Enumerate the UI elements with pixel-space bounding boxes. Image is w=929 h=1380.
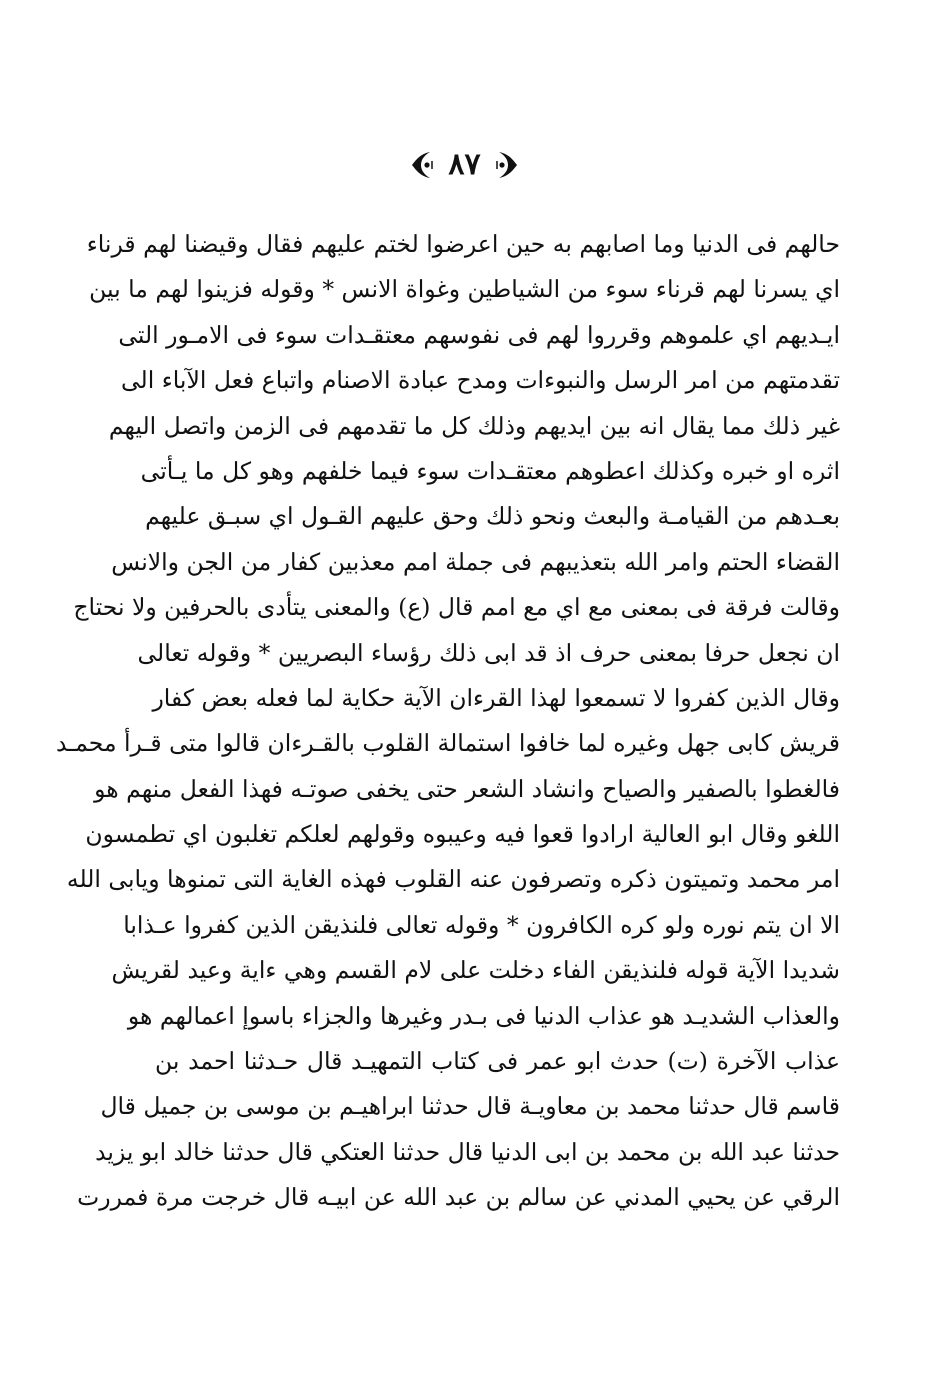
text-line: شديدا الآية قوله فلنذيقن الفاء دخلت على لام القسم وهي ءاية وعيد لقريش [111,956,840,985]
text-line: ايـديهم اي علموهم وقرروا لهم فى نفوسهم معتقـدات سوء فى الامـور التى [118,320,840,349]
text-line: قريش كابى جهل وغيره لما خافوا استمالة القلوب بالقـرءان قالوا متى قـرأ محمـد [55,729,840,758]
page-header [0,140,929,190]
text-line: حالهم فى الدنيا وما اصابهم به حين اعرضوا لختم عليهم فقال وقيضنا لهم قرناء [86,230,840,258]
text-line: ان نجعل حرفا بمعنى حرف اذ قد ابى ذلك رؤساء البصريين * وقوله تعالى [137,638,840,667]
page-number: ٨٧ [448,147,481,182]
text-line: امر محمد وتميتون ذكره وتصرفون عنه القلوب فهذه الغاية التى تمنوها ويابى الله [66,865,840,894]
text-line: الرقي عن يحيي المدني عن سالم بن عبد الله عن ابيـه قال خرجت مرة فمررت [77,1183,840,1212]
text-line: والعذاب الشديـد هو عذاب الدنيا فى بـدر وغيرها والجزاء باسوإ اعمالهم هو [127,1001,840,1030]
text-line: غير ذلك مما يقال انه بين ايديهم وذلك كل ما تقدمهم فى الزمن واتصل اليهم [108,411,840,440]
body-text [55,222,840,1221]
text-line: اثره او خبره وكذلك اعطوهم معتقـدات سوء فيما خلفهم وهو كل ما يـأتى [140,456,840,485]
ornamental-bracket-right-icon [495,148,523,182]
text-line: الا ان يتم نوره ولو كره الكافرون * وقوله تعالى فلنذيقن الذين كفروا عـذابا [123,910,840,939]
text-line: بعـدهم من القيامـة والبعث ونحو ذلك وحق عليهم القـول اي سبـق عليهم [145,502,840,531]
text-line: حدثنا عبد الله بن محمد بن ابى الدنيا قال حدثنا العتكي قال حدثنا خالد ابو يزيد [95,1137,840,1166]
text-line: وقالت فرقة فى بمعنى مع اي مع امم قال (ع) والمعنى يتأدى بالحرفين ولا نحتاج [73,593,840,622]
text-line: تقدمتهم من امر الرسل والنبوءات ومدح عبادة الاصنام واتباع فعل الآباء الى [120,366,840,395]
text-line: وقال الذين كفروا لا تسمعوا لهذا القرءان الآية حكاية لما فعله بعض كفار [152,683,840,712]
text-line: فالغطوا بالصفير والصياح وانشاد الشعر حتى يخفى صوتـه فهذا الفعل منهم هو [94,774,840,803]
text-line: عذاب الآخرة (ت) حدث ابو عمر فى كتاب التمهيـد قال حـدثنا احمد بن [155,1047,840,1076]
text-line: اي يسرنا لهم قرناء سوء من الشياطين وغواة الانس * وقوله فزينوا لهم ما بين [89,275,840,304]
text-line: القضاء الحتم وامر الله بتعذيبهم فى جملة امم معذبين كفار من الجن والانس [111,547,840,576]
text-line: اللغو وقال ابو العالية ارادوا قعوا فيه وعيبوه وقولهم لعلكم تغلبون اي تطمسون [85,820,840,849]
text-line: قاسم قال حدثنا محمد بن معاويـة قال حدثنا ابراهيـم بن موسى بن جميل قال [100,1092,840,1121]
ornamental-bracket-left-icon [406,148,434,182]
